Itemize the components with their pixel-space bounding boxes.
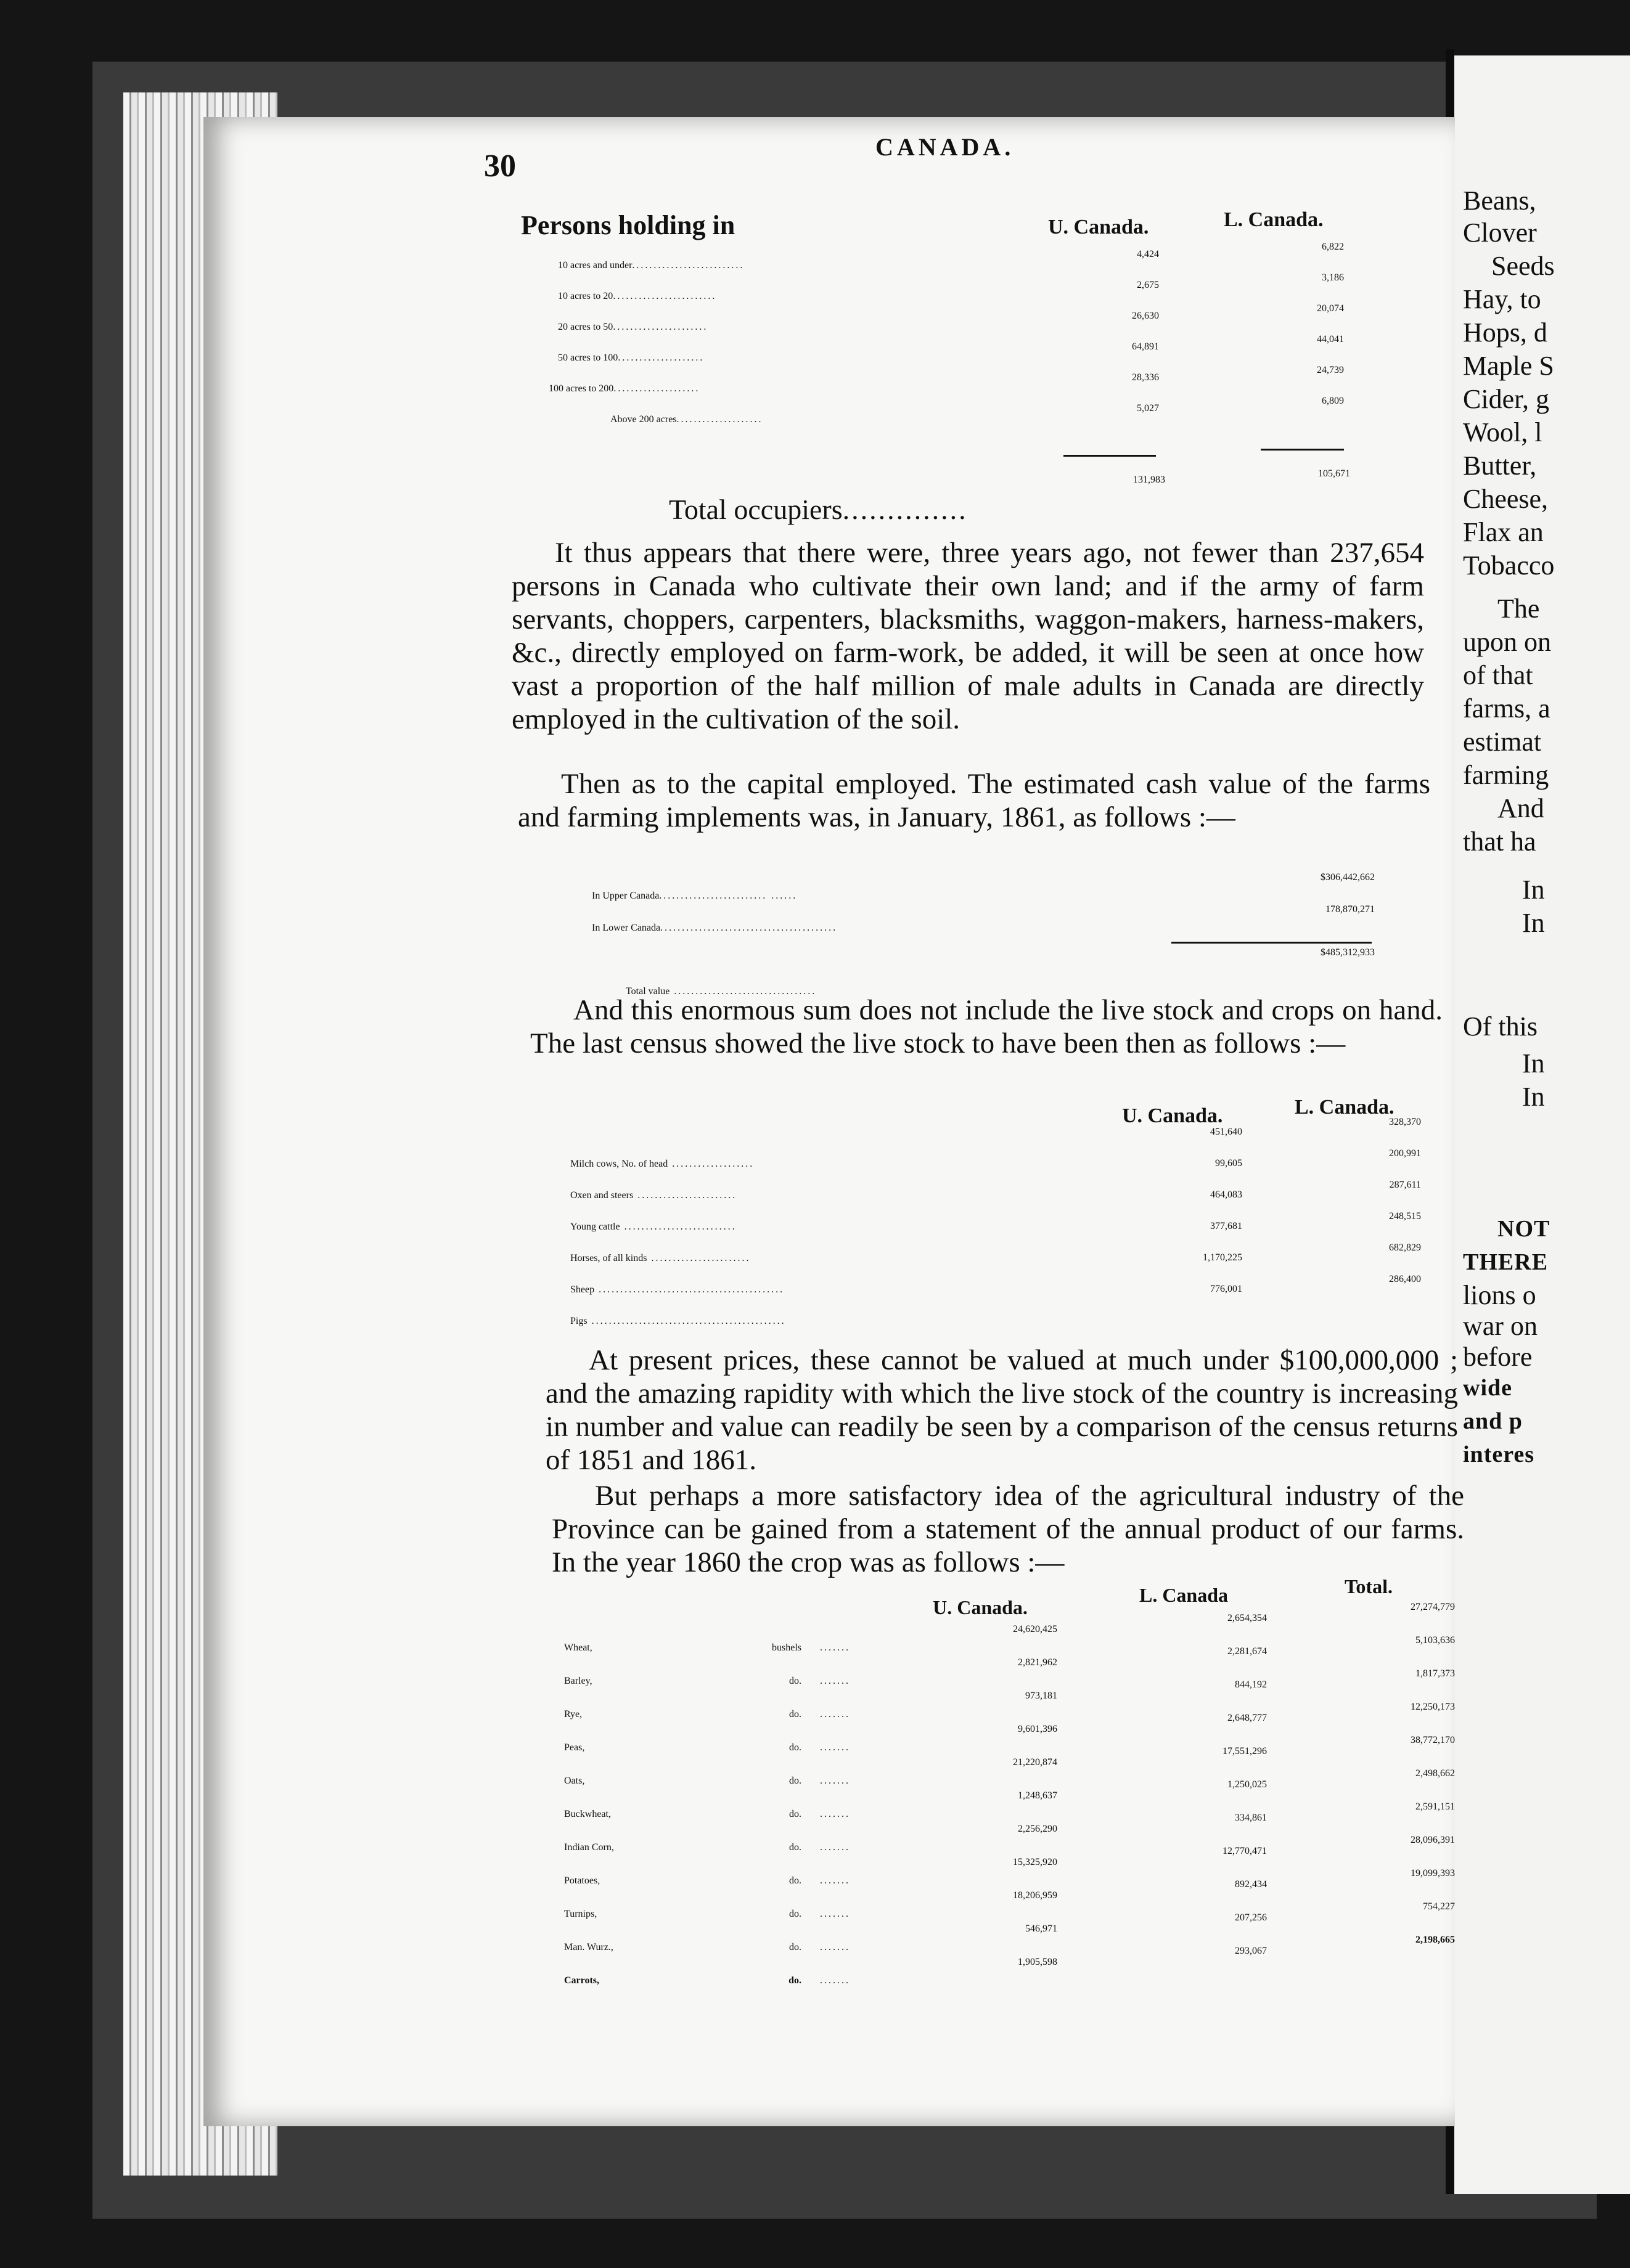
livestock-row-label: Horses, of all kinds — [570, 1253, 647, 1263]
livestock-col-lower: L. Canada. — [1295, 1096, 1395, 1119]
leader-dots: .............. — [842, 494, 968, 525]
crops-row-lower: 844,192 — [1235, 1679, 1267, 1690]
holdings-row-label: 20 acres to 50 — [558, 322, 613, 332]
holdings-row-label: 100 acres to 200 — [549, 383, 614, 394]
facing-line: Flax an — [1463, 517, 1544, 547]
total-occupiers-lower: 105,671 — [1318, 468, 1350, 479]
crops-row-label: Potatoes, — [564, 1875, 600, 1886]
holdings-row-lower: 24,739 — [1317, 365, 1344, 375]
facing-line: war on — [1463, 1311, 1538, 1341]
crops-row-label: Wheat, — [564, 1642, 592, 1653]
crops-row-total: 2,198,665 — [1415, 1935, 1455, 1945]
crops-row-unit: do. — [789, 1875, 801, 1886]
crops-row-unit: do. — [789, 1909, 801, 1919]
leader-dots: ....... — [820, 1875, 850, 1886]
facing-line: Hops, d — [1463, 317, 1547, 348]
livestock-row-label: Milch cows, No. of head — [570, 1159, 668, 1169]
capital-row-label: In Upper Canada — [592, 891, 660, 901]
livestock-row-lower: 328,370 — [1389, 1117, 1421, 1127]
crops-row-unit: do. — [789, 1776, 801, 1786]
total-value-text: Total value — [626, 986, 670, 997]
crops-row-total: 28,096,391 — [1411, 1835, 1455, 1845]
facing-line: Seeds — [1491, 251, 1555, 281]
crops-row-total: 38,772,170 — [1411, 1735, 1455, 1745]
crops-row-upper: 1,248,637 — [1018, 1790, 1057, 1801]
leader-dots: ....... — [820, 1842, 850, 1853]
crops-row-label: Peas, — [564, 1742, 585, 1753]
leader-dots: ....... — [820, 1809, 850, 1819]
facing-line: In — [1522, 908, 1545, 938]
leader-dots: .......................... — [620, 1222, 737, 1232]
livestock-row-label: Sheep — [570, 1284, 595, 1295]
crops-row-unit: bushels — [772, 1642, 801, 1653]
livestock-row — [570, 1284, 784, 1295]
crops-row-total: 27,274,779 — [1411, 1602, 1455, 1612]
crops-row-total: 2,498,662 — [1415, 1768, 1455, 1779]
facing-line: In — [1522, 875, 1545, 905]
crops-row-total: 754,227 — [1423, 1901, 1455, 1912]
facing-line: farms, a — [1463, 693, 1550, 724]
livestock-row-upper: 1,170,225 — [1203, 1252, 1242, 1263]
crops-row-lower: 892,434 — [1235, 1879, 1267, 1890]
crops-row-label: Turnips, — [564, 1909, 597, 1919]
holdings-row — [558, 260, 744, 271]
crops-row-total: 2,591,151 — [1415, 1801, 1455, 1812]
livestock-row-lower: 682,829 — [1389, 1242, 1421, 1253]
crops-row-lower: 2,654,354 — [1227, 1613, 1267, 1623]
crops-col-lower: L. Canada — [1139, 1584, 1229, 1606]
leader-dots: .................... — [613, 383, 700, 394]
facing-line: that ha — [1463, 826, 1536, 857]
facing-line: Beans, — [1463, 186, 1536, 216]
crops-row-unit: do. — [789, 1842, 801, 1853]
livestock-row-upper: 776,001 — [1210, 1284, 1242, 1294]
livestock-row-label: Pigs — [570, 1316, 588, 1326]
leader-dots: ....... — [820, 1909, 850, 1919]
livestock-row-upper: 464,083 — [1210, 1189, 1242, 1200]
paragraph-2: Then as to the capital employed. The estimated cash value of the farms and farming implements was, in January, 1861, as follows :— — [518, 768, 1430, 833]
holdings-row-upper: 64,891 — [1132, 341, 1159, 352]
crops-row-label: Barley, — [564, 1676, 592, 1686]
page-number: 30 — [484, 149, 516, 184]
leader-dots: ....... — [820, 1942, 850, 1952]
holdings-rule-upper — [1063, 455, 1156, 457]
crops-row-lower: 2,281,674 — [1227, 1646, 1267, 1657]
livestock-col-upper: U. Canada. — [1122, 1104, 1223, 1127]
facing-line: Tobacco — [1463, 550, 1555, 581]
paragraph-1: It thus appears that there were, three years ago, not fewer than 237,654 persons in Canada who cultivate their own land; and if the army of farm servants, choppers, carpenters, blacksmiths, waggon-makers, harness-makers, &c., directly employed on farm-work, be added, it will be seen at once how vast a proportion of the half million of male adults in Canada are directly employed in the cultivation of the soil. — [512, 537, 1424, 735]
leader-dots: ........................ — [613, 291, 717, 301]
holdings-heading: Persons holding in — [521, 210, 735, 240]
holdings-row-lower: 44,041 — [1317, 334, 1344, 345]
facing-line: In — [1522, 1048, 1545, 1079]
holdings-row-label: 50 acres to 100 — [558, 353, 618, 363]
holdings-row-label: 10 acres and under — [558, 260, 633, 271]
livestock-row — [570, 1159, 754, 1170]
leader-dots: .................... — [676, 414, 763, 425]
leader-dots: ....... — [820, 1709, 850, 1719]
crops-row-unit: do. — [789, 1809, 801, 1819]
crops-row-upper: 546,971 — [1025, 1923, 1057, 1934]
leader-dots: ....... — [820, 1742, 850, 1753]
facing-line: lions o — [1463, 1280, 1536, 1310]
book-page — [203, 117, 1455, 2126]
crops-row-upper: 2,821,962 — [1018, 1657, 1057, 1668]
capital-row-value: $306,442,662 — [1321, 872, 1375, 883]
holdings-row-lower: 6,809 — [1322, 396, 1344, 406]
livestock-row-upper: 99,605 — [1215, 1158, 1242, 1169]
crops-row-label: Carrots, — [564, 1975, 600, 1986]
holdings-row-label: Above 200 acres — [610, 414, 677, 425]
livestock-row — [570, 1253, 750, 1264]
facing-line: Wool, l — [1463, 417, 1542, 447]
total-occupiers-label — [669, 493, 968, 526]
holdings-row-lower: 3,186 — [1322, 272, 1344, 283]
facing-line: Cider, g — [1463, 384, 1549, 414]
leader-dots: ......................................... — [660, 923, 838, 933]
leader-dots: ...................... — [613, 322, 708, 332]
capital-row-label: In Lower Canada — [592, 923, 661, 933]
facing-line: farming — [1463, 760, 1549, 790]
holdings-row — [549, 383, 700, 394]
facing-line: And — [1497, 793, 1544, 823]
capital-rule — [1171, 942, 1372, 944]
facing-line: Hay, to — [1463, 284, 1541, 314]
facing-line: The — [1497, 594, 1540, 624]
facing-line: NOT — [1497, 1216, 1550, 1242]
holdings-col-lower: L. Canada. — [1224, 208, 1324, 231]
crops-row-unit: do. — [789, 1709, 801, 1719]
livestock-row — [570, 1316, 786, 1327]
holdings-row-upper: 2,675 — [1137, 280, 1159, 290]
leader-dots: ....... — [820, 1975, 850, 1986]
total-occupiers-text: Total occupiers — [669, 494, 843, 525]
crops-row-upper: 2,256,290 — [1018, 1824, 1057, 1834]
leader-dots: ............................................. — [587, 1316, 786, 1326]
livestock-row — [570, 1222, 737, 1233]
crops-row-total: 19,099,393 — [1411, 1868, 1455, 1878]
crops-row-lower: 17,551,296 — [1222, 1746, 1267, 1756]
crops-row-label: Indian Corn, — [564, 1842, 614, 1853]
crops-row-unit: do. — [788, 1975, 801, 1986]
holdings-row-upper: 5,027 — [1137, 403, 1159, 414]
livestock-row-label: Young cattle — [570, 1222, 620, 1232]
holdings-row-upper: 4,424 — [1137, 249, 1159, 259]
livestock-row-lower: 248,515 — [1389, 1211, 1421, 1222]
holdings-row — [610, 414, 763, 425]
holdings-rule-lower — [1261, 449, 1344, 451]
crops-row-label: Buckwheat, — [564, 1809, 611, 1819]
facing-line: interes — [1463, 1442, 1535, 1467]
holdings-row-lower: 20,074 — [1317, 303, 1344, 314]
crops-row-label: Rye, — [564, 1709, 583, 1719]
facing-line: Cheese, — [1463, 484, 1549, 514]
leader-dots: .......................... — [632, 260, 745, 271]
total-value-amount: $485,312,933 — [1321, 947, 1375, 958]
crops-row-upper: 21,220,874 — [1013, 1757, 1057, 1768]
holdings-row-lower: 6,822 — [1322, 242, 1344, 252]
crops-row-total: 5,103,636 — [1415, 1635, 1455, 1646]
running-head: CANADA. — [875, 133, 1015, 161]
leader-dots: .................... — [618, 353, 705, 363]
crops-row-label: Oats, — [564, 1776, 585, 1786]
crops-col-upper: U. Canada. — [933, 1596, 1028, 1618]
facing-line: In — [1522, 1082, 1545, 1112]
crops-row-lower: 2,648,777 — [1227, 1713, 1267, 1723]
facing-line: Clover — [1463, 218, 1537, 248]
leader-dots: ................... — [668, 1159, 755, 1169]
crops-row-unit: do. — [789, 1742, 801, 1753]
crops-row-upper: 18,206,959 — [1013, 1890, 1057, 1901]
leader-dots: ........................................... — [594, 1284, 785, 1295]
livestock-row-upper: 377,681 — [1210, 1221, 1242, 1231]
leader-dots: ................................. — [670, 986, 817, 997]
paragraph-3: And this enormous sum does not include the live stock and crops on hand. The last census showed the live stock to have been then as follows :— — [530, 994, 1443, 1059]
livestock-row-lower: 287,611 — [1389, 1180, 1421, 1190]
leader-dots: ....... — [820, 1642, 850, 1653]
crops-row-lower: 293,067 — [1235, 1946, 1267, 1956]
livestock-row-label: Oxen and steers — [570, 1190, 634, 1201]
crops-row-upper: 9,601,396 — [1018, 1724, 1057, 1734]
facing-line: upon on — [1463, 627, 1551, 657]
paragraph-4: At present prices, these cannot be valued at much under $100,000,000 ; and the amazing rapidity with which the live stock of the country is increasing in number and value can readily be seen by a comparison of the census returns of 1851 and 1861. — [546, 1344, 1458, 1476]
crops-row-upper: 1,905,598 — [1018, 1957, 1057, 1967]
leader-dots: ....................... — [633, 1190, 737, 1201]
facing-line: estimat — [1463, 727, 1542, 757]
capital-row — [592, 891, 797, 902]
crops-row-total: 1,817,373 — [1415, 1668, 1455, 1679]
holdings-row-upper: 28,336 — [1132, 372, 1159, 383]
crops-row-unit: do. — [789, 1676, 801, 1686]
holdings-col-upper: U. Canada. — [1048, 216, 1149, 239]
livestock-row-upper: 451,640 — [1210, 1127, 1242, 1137]
capital-row-value: 178,870,271 — [1325, 904, 1375, 915]
facing-line: and p — [1463, 1408, 1523, 1434]
crops-row-label: Man. Wurz., — [564, 1942, 613, 1952]
leader-dots: ....... — [820, 1676, 850, 1686]
crops-row-lower: 1,250,025 — [1227, 1779, 1267, 1790]
facing-line: before — [1463, 1342, 1533, 1372]
crops-row-total: 12,250,173 — [1411, 1702, 1455, 1712]
crops-row-lower: 334,861 — [1235, 1813, 1267, 1823]
facing-line: THERE — [1463, 1249, 1549, 1275]
holdings-row — [558, 353, 704, 364]
holdings-row — [558, 322, 708, 333]
crops-row-lower: 12,770,471 — [1222, 1846, 1267, 1856]
facing-page — [1454, 55, 1630, 2194]
leader-dots: ......................... ...... — [659, 891, 798, 901]
livestock-row — [570, 1190, 737, 1201]
paragraph-5: But perhaps a more satisfactory idea of the agricultural industry of the Province can be gained from a statement of the annual product of our farms. In the year 1860 the crop was as follows :— — [552, 1480, 1464, 1578]
total-occupiers-upper: 131,983 — [1133, 475, 1165, 485]
facing-line: of that — [1463, 660, 1533, 690]
crops-col-total: Total. — [1345, 1575, 1393, 1597]
holdings-row-upper: 26,630 — [1132, 311, 1159, 321]
crops-row-upper: 973,181 — [1025, 1691, 1057, 1701]
facing-line: Of this — [1463, 1011, 1538, 1042]
livestock-row-lower: 286,400 — [1389, 1274, 1421, 1284]
crops-row-unit: do. — [789, 1942, 801, 1952]
leader-dots: ....................... — [647, 1253, 751, 1263]
leader-dots: ....... — [820, 1776, 850, 1786]
facing-line: Butter, — [1463, 451, 1537, 481]
holdings-row-label: 10 acres to 20 — [558, 291, 613, 301]
crops-row-upper: 15,325,920 — [1013, 1857, 1057, 1867]
holdings-row — [558, 291, 716, 302]
facing-line: Maple S — [1463, 351, 1554, 381]
livestock-row-lower: 200,991 — [1389, 1148, 1421, 1159]
crops-row-upper: 24,620,425 — [1013, 1624, 1057, 1634]
capital-row — [592, 923, 837, 934]
crops-row-lower: 207,256 — [1235, 1912, 1267, 1923]
facing-line: wide — [1463, 1375, 1512, 1401]
